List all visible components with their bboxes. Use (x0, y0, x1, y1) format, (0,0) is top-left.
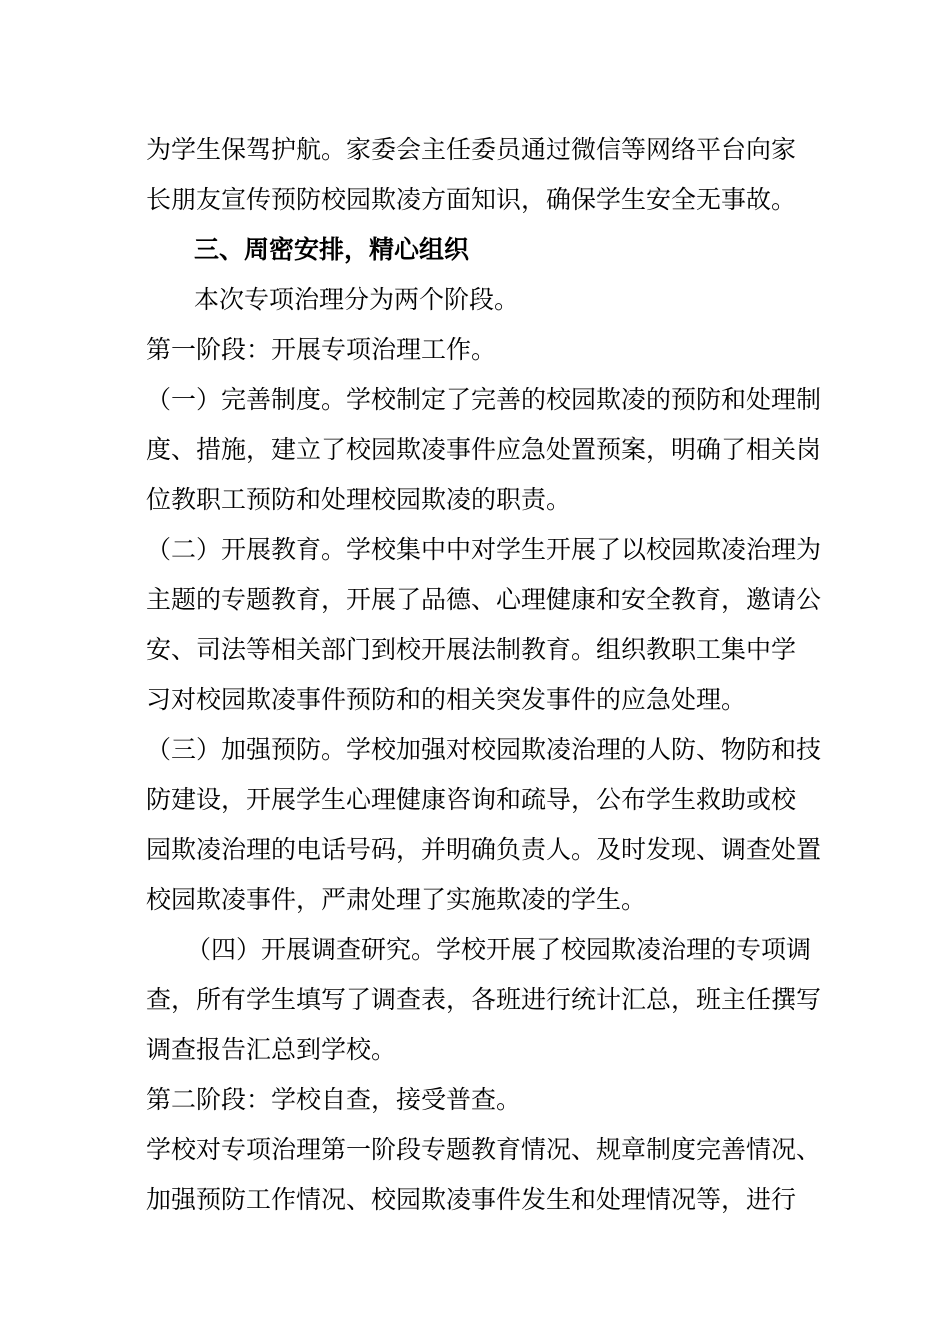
body-paragraph-line: 调查报告汇总到学校。 (146, 1035, 397, 1064)
body-paragraph-line: 学校对专项治理第一阶段专题教育情况、规章制度完善情况、 (146, 1135, 822, 1164)
body-paragraph-line: （四）开展调查研究。学校开展了校园欺凌治理的专项调 (186, 935, 812, 964)
body-paragraph-line: 防建设，开展学生心理健康咨询和疏导，公布学生救助或校 (146, 785, 797, 814)
stage-heading: 第二阶段：学校自查，接受普查。 (146, 1085, 522, 1114)
stage-heading: 第一阶段：开展专项治理工作。 (146, 335, 497, 364)
body-paragraph-line: （一）完善制度。学校制定了完善的校园欺凌的预防和处理制 (146, 385, 822, 414)
body-paragraph-line: （三）加强预防。学校加强对校园欺凌治理的人防、物防和技 (146, 735, 822, 764)
body-paragraph-line: 长朋友宣传预防校园欺凌方面知识，确保学生安全无事故。 (146, 185, 797, 214)
body-paragraph-line: 为学生保驾护航。家委会主任委员通过微信等网络平台向家 (146, 135, 797, 164)
body-paragraph-line: 安、司法等相关部门到校开展法制教育。组织教职工集中学 (146, 635, 797, 664)
body-paragraph-line: 习对校园欺凌事件预防和的相关突发事件的应急处理。 (146, 685, 747, 714)
body-paragraph-line: 位教职工预防和处理校园欺凌的职责。 (146, 485, 572, 514)
body-paragraph-line: 查，所有学生填写了调查表，各班进行统计汇总，班主任撰写 (146, 985, 822, 1014)
body-paragraph-line: 加强预防工作情况、校园欺凌事件发生和处理情况等，进行 (146, 1185, 797, 1214)
body-paragraph-line: 度、措施，建立了校园欺凌事件应急处置预案，明确了相关岗 (146, 435, 822, 464)
body-paragraph-line: （二）开展教育。学校集中中对学生开展了以校园欺凌治理为 (146, 535, 822, 564)
body-paragraph-line: 本次专项治理分为两个阶段。 (194, 285, 520, 314)
section-heading: 三、周密安排，精心组织 (194, 235, 470, 264)
body-paragraph-line: 主题的专题教育，开展了品德、心理健康和安全教育，邀请公 (146, 585, 822, 614)
body-paragraph-line: 园欺凌治理的电话号码，并明确负责人。及时发现、调查处置 (146, 835, 822, 864)
body-paragraph-line: 校园欺凌事件，严肃处理了实施欺凌的学生。 (146, 885, 647, 914)
